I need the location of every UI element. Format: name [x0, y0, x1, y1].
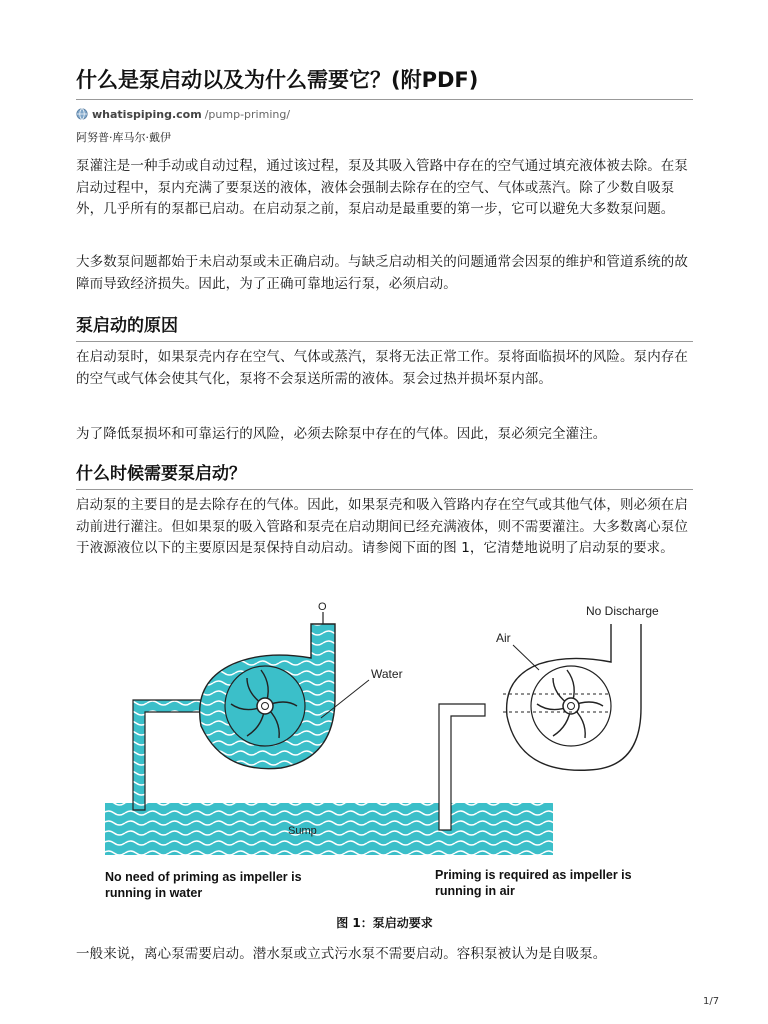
- outlet-label: O: [318, 601, 327, 613]
- left-figure-caption-line1: No need of priming as impeller is: [105, 870, 302, 884]
- section-divider: [76, 489, 693, 490]
- reasons-paragraph-1: 在启动泵时，如果泵壳内存在空气、气体或蒸汽，泵将无法正常工作。泵将面临损坏的风险。泵内存在的空气或气体会使其气化，泵将不会泵送所需的液体。泵会过热并损坏泵内部。: [76, 349, 688, 387]
- left-figure-caption-line2: running in water: [105, 886, 203, 900]
- intro-paragraph-1: 泵灌注是一种手动或自动过程，通过该过程，泵及其吸入管路中存在的空气通过填充液体被去除。在泵启动过程中，泵内充满了要泵送的液体，液体会强制去除存在的空气、气体或蒸汽。除了少数自吸泵外，几乎所有的泵都已启动。在启动泵之前，泵启动是最重要的第一步，它可以避免大多数泵问题。: [76, 158, 688, 217]
- water-label: Water: [371, 667, 403, 681]
- source-domain-link[interactable]: whatispiping.com: [92, 107, 202, 121]
- left-suction-pipe: [133, 700, 203, 810]
- right-figure-caption-line2: running in air: [435, 884, 515, 898]
- pump-priming-figure: [103, 598, 663, 908]
- page-number: 1/7: [703, 996, 720, 1007]
- sump-water: [105, 803, 553, 855]
- section-heading-when: 什么时候需要泵启动？: [76, 464, 246, 484]
- sump-label: Sump: [288, 825, 317, 837]
- when-paragraph-1: 启动泵的主要目的是去除存在的气体。因此，如果泵壳和吸入管路内存在空气或其他气体，则必须在启动前进行灌注。但如果泵的吸入管路和泵壳在启动期间已经充满液体，则不需要灌注。大多数离心泵位于液源液位以下的主要原因是泵保持自动启动。请参阅下面的图 1，它清楚地说明了启动泵的要求。: [76, 497, 688, 556]
- air-label: Air: [496, 631, 511, 645]
- closing-paragraph: 一般来说，离心泵需要启动。潜水泵或立式污水泵不需要启动。容积泵被认为是自吸泵。: [76, 946, 607, 962]
- author-name: 阿努普·库马尔·戴伊: [76, 131, 171, 144]
- right-figure-caption-line1: Priming is required as impeller is: [435, 868, 632, 882]
- title-divider: [76, 99, 693, 100]
- section-heading-reasons: 泵启动的原因: [76, 316, 178, 336]
- source-path-link[interactable]: /pump-priming/: [204, 107, 291, 121]
- page-title: 什么是泵启动以及为什么需要它？(附PDF): [76, 68, 479, 92]
- intro-paragraph-2: 大多数泵问题都始于未启动泵或未正确启动。与缺乏启动相关的问题通常会因泵的维护和管道系统的故障而导致经济损失。因此，为了正确可靠地运行泵，必须启动。: [76, 254, 688, 292]
- globe-icon: [76, 108, 88, 120]
- reasons-paragraph-2: 为了降低泵损坏和可靠运行的风险，必须去除泵中存在的气体。因此，泵必须完全灌注。: [76, 426, 607, 442]
- source-line: [76, 106, 290, 122]
- section-divider: [76, 341, 693, 342]
- no-discharge-label: No Discharge: [586, 604, 659, 618]
- figure-caption: 图 1：泵启动要求: [336, 916, 433, 930]
